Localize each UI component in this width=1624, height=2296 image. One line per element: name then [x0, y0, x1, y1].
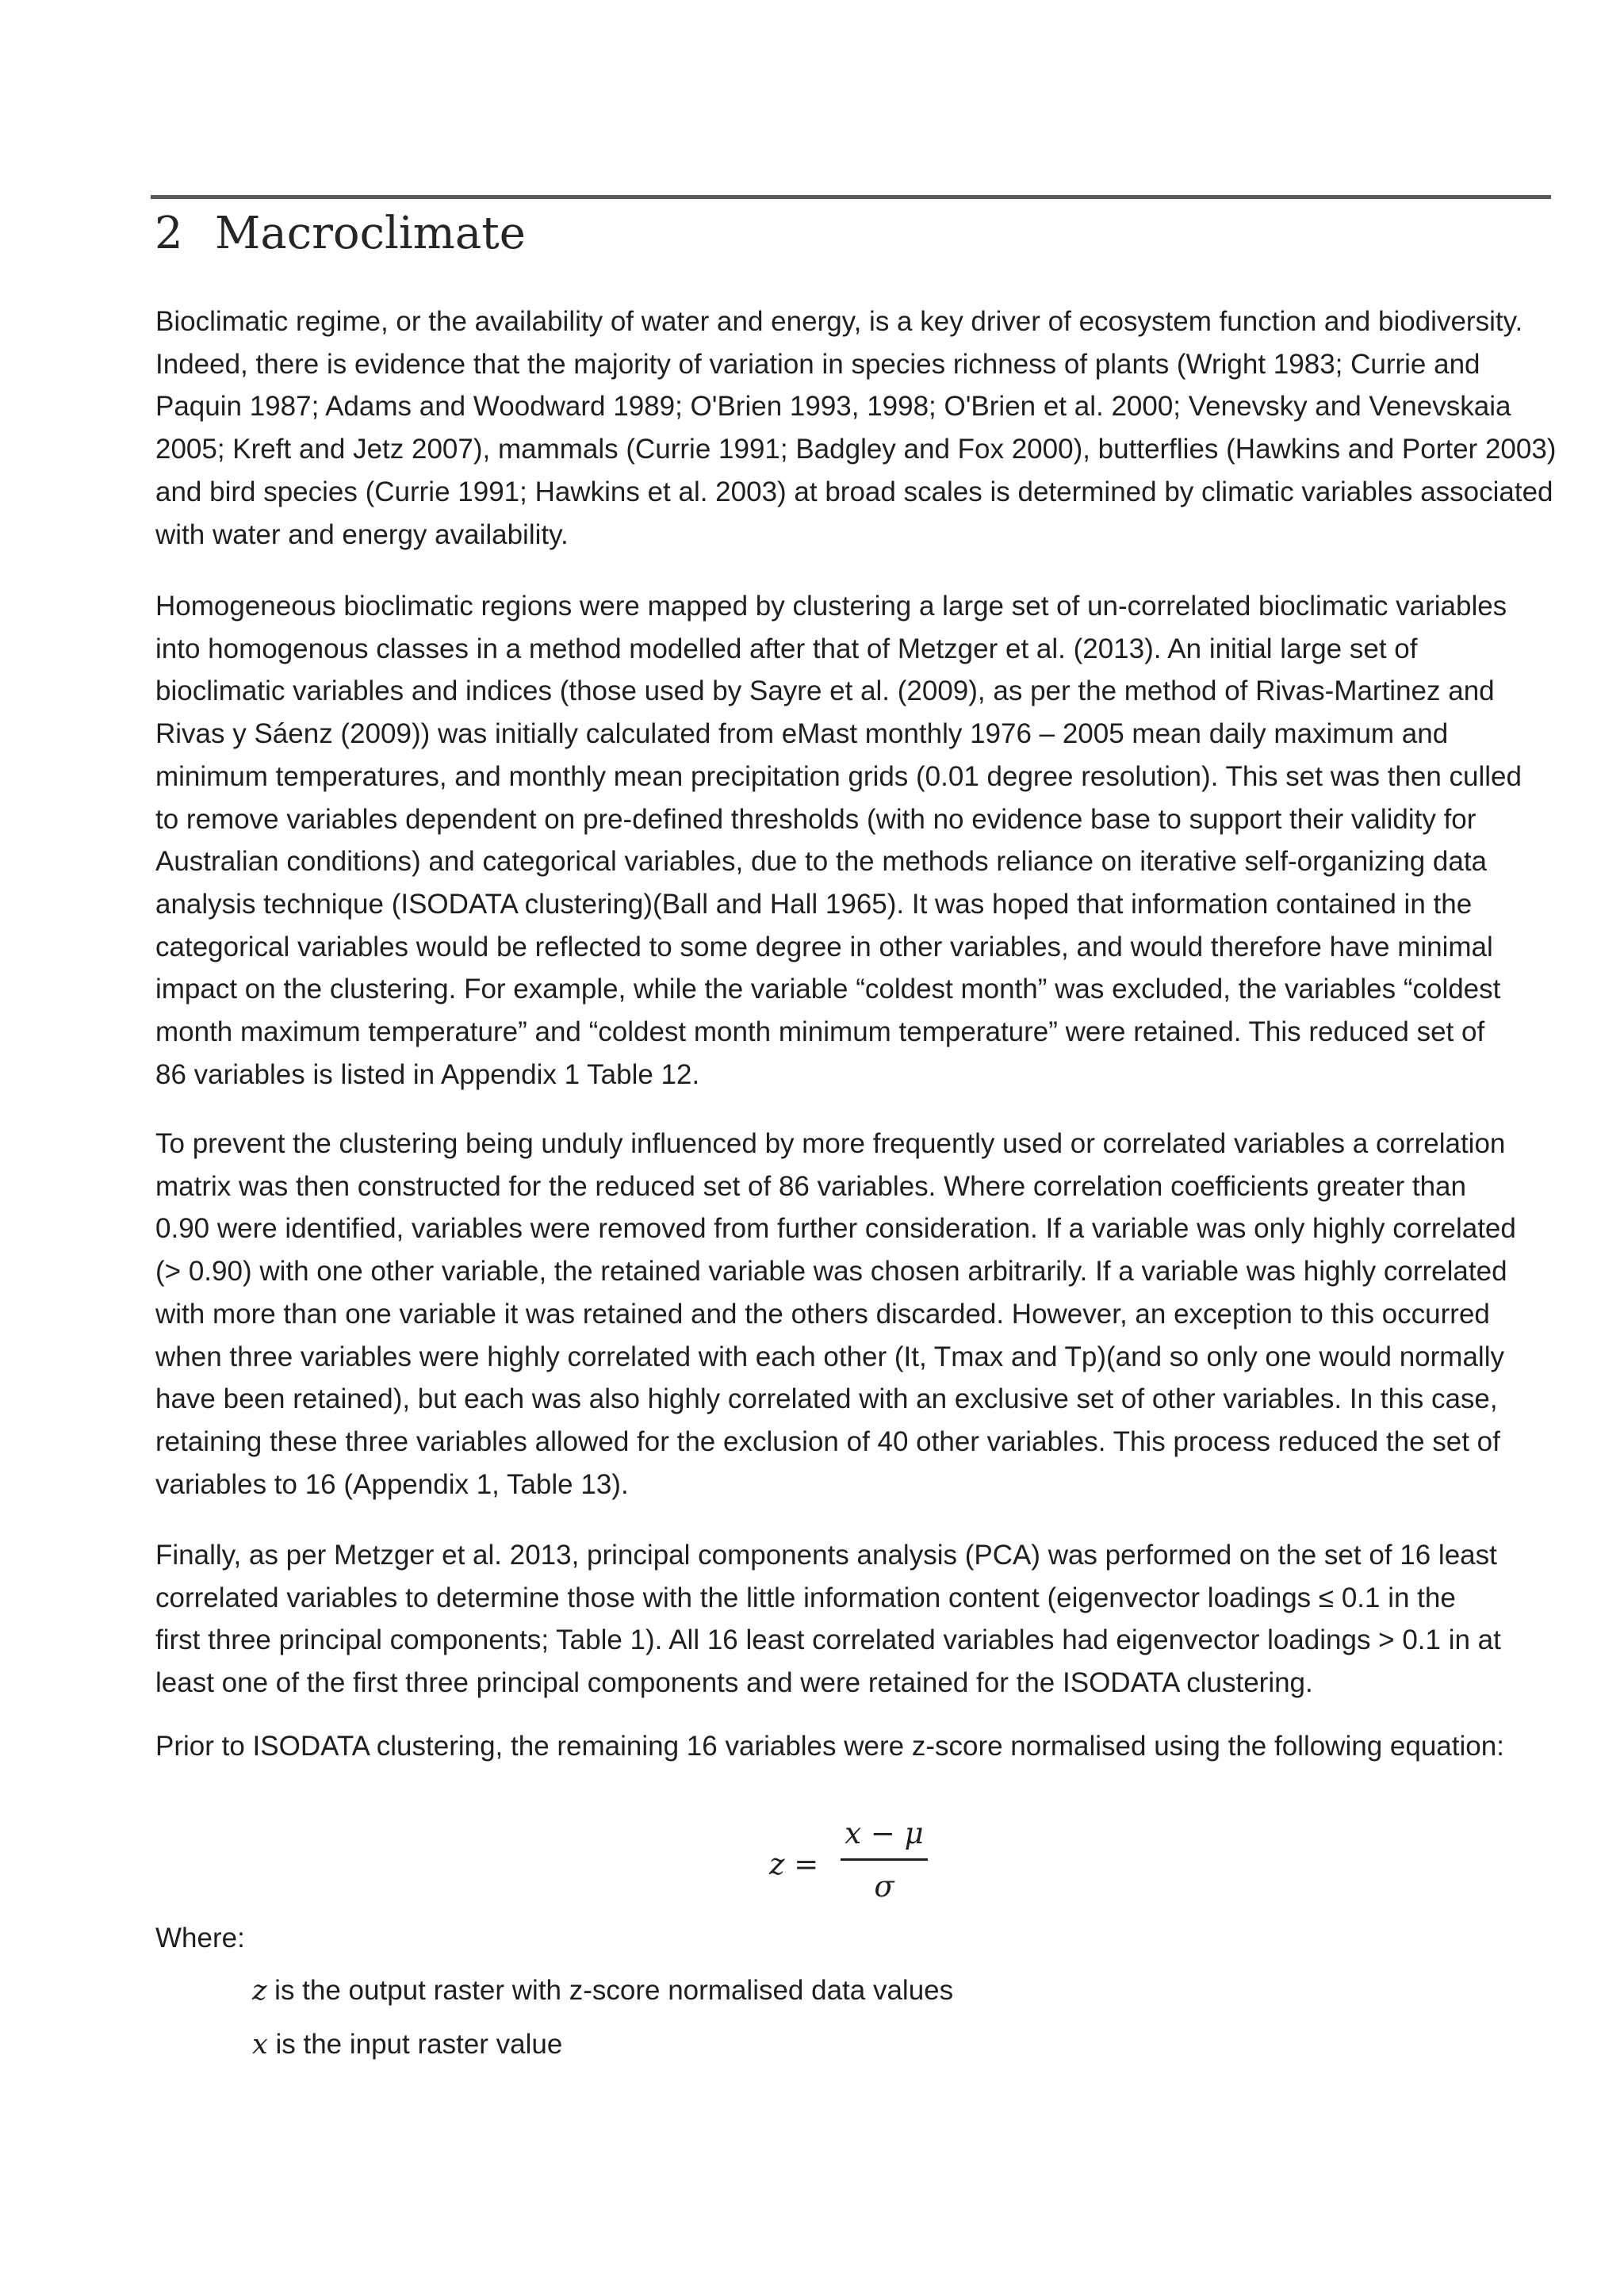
paragraph-line: Australian conditions) and categorical variables, due to the methods reliance on iterative self-organizing data [155, 846, 1488, 878]
equation-numerator: x − μ [845, 1816, 924, 1850]
paragraph-line: Rivas y Sáenz (2009)) was initially calculated from eMast monthly 1976 – 2005 mean daily maximum and [155, 718, 1449, 750]
definition-text: is the output raster with z-score normalised data values [266, 1975, 954, 2006]
section-title: Macroclimate [215, 208, 526, 259]
paragraph-line: with more than one variable it was retained and the others discarded. However, an exception to this occurred [155, 1298, 1490, 1330]
paragraph-line: Finally, as per Metzger et al. 2013, principal components analysis (PCA) was performed on the set of 16 least [155, 1540, 1497, 1571]
paragraph-line: to remove variables dependent on pre-defined thresholds (with no evidence base to support their validity for [155, 803, 1477, 835]
definition-z [252, 1969, 953, 2012]
paragraph-line: with water and energy availability. [155, 519, 569, 550]
paragraph-pca [155, 1534, 1551, 1705]
section-top-rule [151, 195, 1551, 199]
paragraph-correlation-matrix [155, 1123, 1551, 1506]
paragraph-line: Paquin 1987; Adams and Woodward 1989; O'Brien 1993, 1998; O'Brien et al. 2000; Venevsky and Venevskaia [155, 391, 1511, 423]
paragraph-line: into homogenous classes in a method modelled after that of Metzger et al. (2013). An initial large set of [155, 633, 1418, 664]
paragraph-line: bioclimatic variables and indices (those used by Sayre et al. (2009), as per the method of Rivas-Martinez and [155, 675, 1495, 707]
paragraph-line: 86 variables is listed in Appendix 1 Table 12. [155, 1058, 700, 1090]
paragraph-line: analysis technique (ISODATA clustering)(Ball and Hall 1965). It was hoped that information contained in the [155, 888, 1473, 920]
paragraph-homogeneous-regions [155, 585, 1551, 1096]
definition-text: is the input raster value [267, 2029, 563, 2060]
paragraph-line: matrix was then constructed for the reduced set of 86 variables. Where correlation coefficients greater than [155, 1170, 1466, 1202]
paragraph-line: have been retained), but each was also highly correlated with an exclusive set of other variables. In this case, [155, 1383, 1498, 1415]
paragraph-line: Bioclimatic regime, or the availability of water and energy, is a key driver of ecosystem function and biodiversity. [155, 306, 1523, 337]
equation-fraction [841, 1814, 928, 1907]
definition-symbol: x [252, 2029, 268, 2061]
paragraph-line: Prior to ISODATA clustering, the remaining 16 variables were z-score normalised using the following equation: [155, 1731, 1504, 1762]
definition-symbol: z [252, 1975, 267, 2007]
paragraph-line: and bird species (Currie 1991; Hawkins et al. 2003) at broad scales is determined by climatic variables associated [155, 476, 1553, 507]
paragraph-line: first three principal components; Table 1). All 16 least correlated variables had eigenvector loadings > 0.1 in at [155, 1624, 1501, 1656]
paragraph-line: (> 0.90) with one other variable, the retained variable was chosen arbitrarily. If a variable was highly correlated [155, 1256, 1507, 1288]
equation-lhs: z = [769, 1847, 819, 1881]
equation-denominator: σ [874, 1869, 894, 1904]
paragraph-line: 2005; Kreft and Jetz 2007), mammals (Currie 1991; Badgley and Fox 2000), butterflies (Hawkins and Porter 2003) [155, 434, 1557, 465]
paragraph-line: least one of the first three principal components and were retained for the ISODATA clustering. [155, 1667, 1313, 1699]
paragraph-zscore-intro [155, 1725, 1551, 1768]
definition-x [252, 2023, 562, 2066]
fraction-bar [841, 1858, 928, 1861]
where-label: Where: [155, 1923, 245, 1954]
paragraph-line: minimum temperatures, and monthly mean precipitation grids (0.01 degree resolution). This set was then culled [155, 760, 1522, 792]
paragraph-line: categorical variables would be reflected to some degree in other variables, and would therefore have minimal [155, 931, 1493, 962]
paragraph-line: month maximum temperature” and “coldest month minimum temperature” were retained. This reduced set of [155, 1016, 1485, 1048]
paragraph-line: impact on the clustering. For example, while the variable “coldest month” was excluded, the variables “coldest [155, 974, 1501, 1005]
paragraph-line: when three variables were highly correlated with each other (It, Tmax and Tp)(and so only one would normally [155, 1341, 1504, 1372]
paragraph-line: retaining these three variables allowed for the exclusion of 40 other variables. This process reduced the set of [155, 1425, 1500, 1457]
paragraph-line: correlated variables to determine those with the little information content (eigenvector loadings ≤ 0.1 in the [155, 1582, 1456, 1613]
section-heading [155, 202, 526, 266]
paragraph-line: Indeed, there is evidence that the majority of variation in species richness of plants (Wright 1983; Currie and [155, 348, 1480, 380]
paragraph-bioclimatic-regime [155, 300, 1557, 556]
paragraph-line: Homogeneous bioclimatic regions were mapped by clustering a large set of un-correlated bioclimatic variables [155, 591, 1507, 622]
section-number: 2 [155, 208, 183, 259]
paragraph-line: variables to 16 (Appendix 1, Table 13). [155, 1468, 629, 1500]
paragraph-line: 0.90 were identified, variables were removed from further consideration. If a variable was only highly correlated [155, 1213, 1516, 1245]
paragraph-line: To prevent the clustering being unduly influenced by more frequently used or correlated variables a correlation [155, 1128, 1506, 1159]
